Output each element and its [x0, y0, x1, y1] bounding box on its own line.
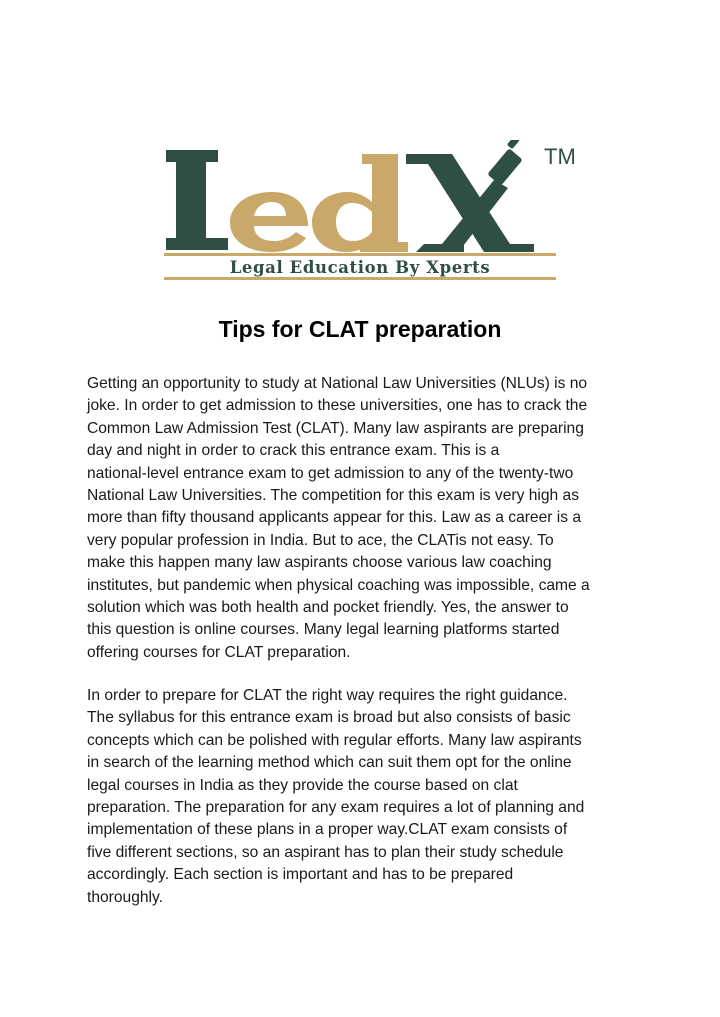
paragraph-line: joke. In order to get admission to these universities, one has to crack the: [87, 397, 588, 415]
paragraph-line: very popular profession in India. But to ace, the CLATis not easy. To: [87, 531, 554, 549]
paragraph-line: day and night in order to crack this entrance exam. This is a: [87, 442, 500, 460]
paragraph-line: accordingly. Each section is important and has to be prepared: [87, 866, 514, 884]
paragraph-line: legal courses in India as they provide the course based on clat: [87, 776, 518, 794]
paragraph-line: Common Law Admission Test (CLAT). Many law aspirants are preparing: [87, 419, 584, 437]
paragraph-line: national-level entrance exam to get admission to any of the twenty-two: [87, 464, 574, 482]
logo-letter-e: [230, 192, 308, 252]
paragraph-line: five different sections, so an aspirant has to plan their study schedule: [87, 843, 564, 861]
logo-letter-l: [166, 150, 228, 250]
paragraph-2: [87, 685, 647, 909]
paragraph-line: thoroughly.: [87, 888, 163, 906]
paragraph-line: implementation of these plans in a proper way.CLAT exam consists of: [87, 821, 568, 839]
paragraph-line: preparation. The preparation for any exam requires a lot of planning and: [87, 799, 585, 817]
paragraph-line: The syllabus for this entrance exam is broad but also consists of basic: [87, 709, 571, 727]
ledx-logo: [160, 140, 600, 285]
paragraph-line: offering courses for CLAT preparation.: [87, 643, 351, 661]
logo-trademark: TM: [544, 144, 576, 169]
page-title: Tips for CLAT preparation: [218, 316, 502, 342]
paragraph-line: National Law Universities. The competition for this exam is very high as: [87, 487, 579, 505]
paragraph-line: solution which was both health and pocket friendly. Yes, the answer to: [87, 599, 569, 617]
paragraph-1: [87, 373, 647, 664]
paragraph-line: concepts which can be polished with regular efforts. Many law aspirants: [87, 731, 582, 749]
paragraph-line: in search of the learning method which can suit them opt for the online: [87, 754, 572, 772]
paragraph-line: institutes, but pandemic when physical coaching was impossible, came a: [87, 576, 590, 594]
paragraph-line: more than fifty thousand applicants appear for this. Law as a career is a: [87, 509, 582, 527]
logo-tagline: Legal Education By Xperts: [229, 258, 491, 277]
paragraph-line: Getting an opportunity to study at National Law Universities (NLUs) is no: [87, 375, 588, 392]
logo-letter-x: [406, 140, 534, 252]
paragraph-line: make this happen many law aspirants choose various law coaching: [87, 554, 552, 572]
logo-bar-top: [164, 253, 556, 256]
paragraph-line: this question is online courses. Many legal learning platforms started: [87, 621, 560, 639]
logo-bar-bottom: [164, 277, 556, 280]
paragraph-line: In order to prepare for CLAT the right way requires the right guidance.: [87, 687, 568, 704]
logo-letter-d: [312, 154, 408, 252]
